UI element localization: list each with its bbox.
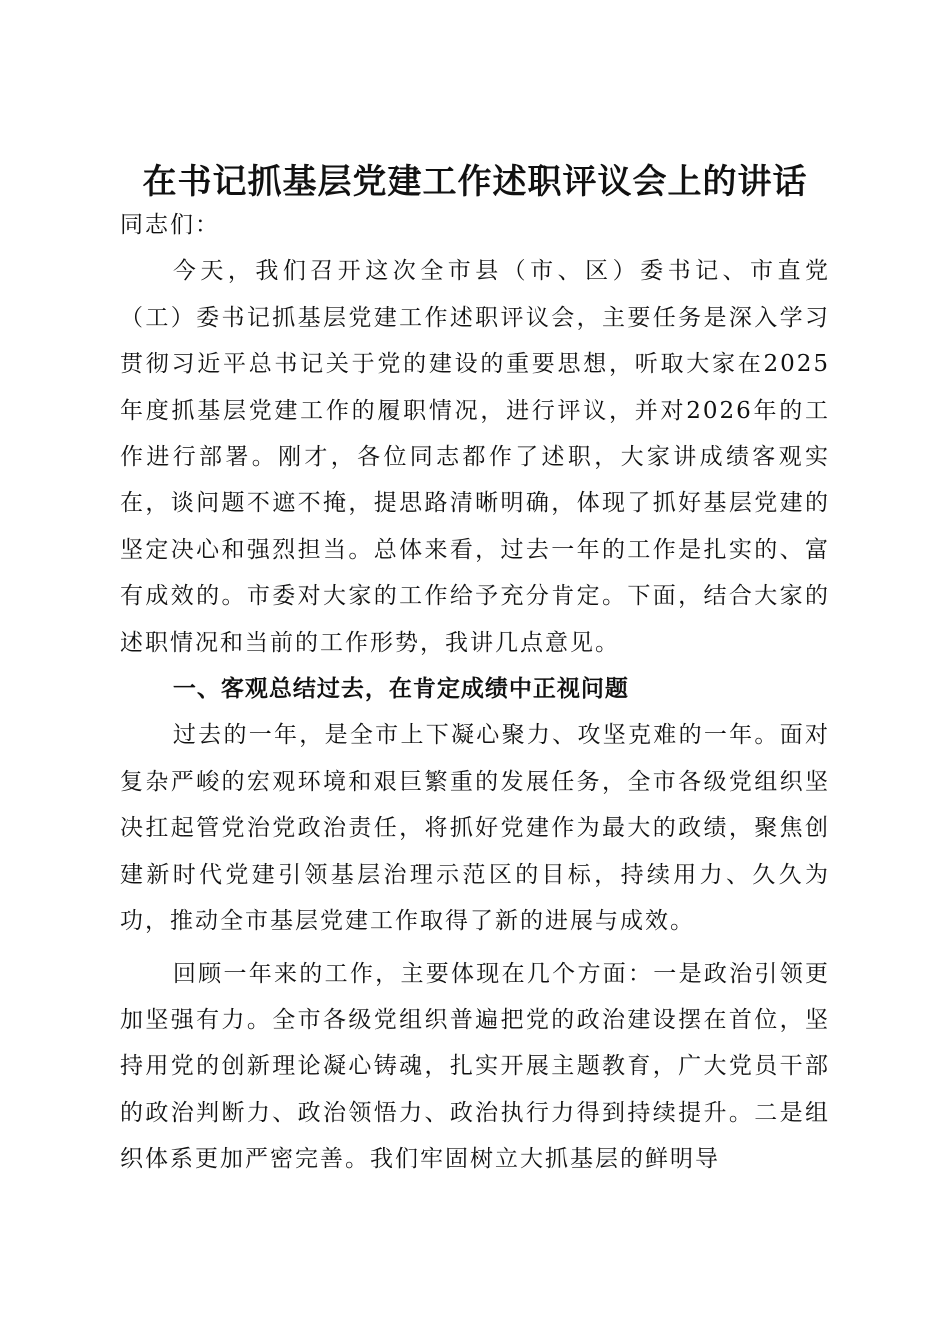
salutation: 同志们：	[120, 212, 220, 238]
section-heading: 一、客观总结过去，在肯定成绩中正视问题	[172, 676, 629, 703]
paragraph-section-1: 过去的一年，是全市上下凝心聚力、攻坚克难的一年。面对复杂严峻的宏观环境和艰巨繁重的发展任务，全市各级党组织坚决扛起管党治党政治责任，将抓好党建作为最大的政绩，聚焦创建新时代党建引领基层治理示范区的目标，持续用力、久久为功，推动全市基层党建工作取得了新的进展与成效。	[120, 722, 830, 935]
paragraph-opening: 今天，我们召开这次全市县（市、区）委书记、市直党（工）委书记抓基层党建工作述职评议会，主要任务是深入学习贯彻习近平总书记关于党的建设的重要思想，听取大家在2025年度抓基层党建工作的履职情况，进行评议，并对2026年的工作进行部署。刚才，各位同志都作了述职，大家讲成绩客观实在，谈问题不遮不掩，提思路清晰明确，体现了抓好基层党建的坚定决心和强烈担当。总体来看，过去一年的工作是扎实的、富有成效的。市委对大家的工作给予充分肯定。下面，结合大家的述职情况和当前的工作形势，我讲几点意见。	[120, 258, 830, 656]
document-body	[120, 202, 830, 1183]
document-title: 在书记抓基层党建工作述职评议会上的讲话	[142, 161, 808, 202]
paragraph-section-2: 回顾一年来的工作，主要体现在几个方面：一是政治引领更加坚强有力。全市各级党组织普遍把党的政治建设摆在首位，坚持用党的创新理论凝心铸魂，扎实开展主题教育，广大党员干部的政治判断力、政治领悟力、政治执行力得到持续提升。二是组织体系更加严密完善。我们牢固树立大抓基层的鲜明导	[120, 960, 830, 1173]
